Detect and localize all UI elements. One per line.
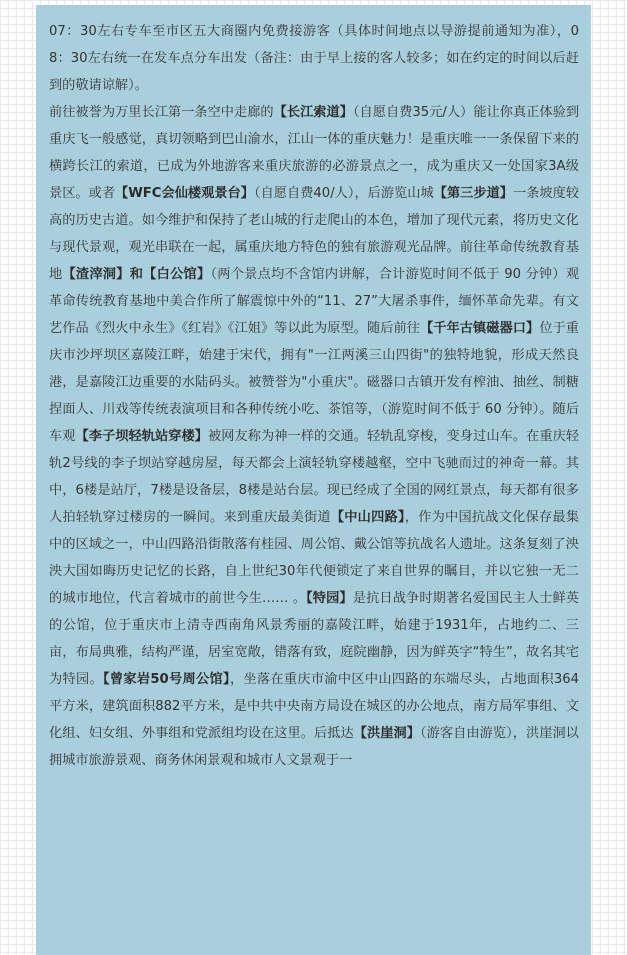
highlight-spot-zhazidong-baigongguan: 【渣滓洞】和【白公馆】: [62, 267, 211, 282]
highlight-spot-third-trail: 【第三步道】: [433, 186, 513, 201]
itinerary-paragraph-pickup: [49, 18, 579, 99]
highlight-spot-ciqikou: 【千年古镇磁器口】: [420, 321, 540, 336]
highlight-spot-wfc: 【WFC会仙楼观景台】: [115, 186, 254, 201]
highlight-spot-cableway: 【长江索道】: [273, 105, 353, 120]
itinerary-panel: [36, 5, 591, 955]
text-segment: （游客自由游览），洪崖洞以拥城市旅游景观、商务休闲景观和城市人文景观于一: [49, 726, 579, 768]
highlight-spot-zhongshan-road: 【中山四路】: [330, 510, 405, 525]
text-segment: 前往被誉为万里长江第一条空中走廊的: [49, 105, 274, 120]
text-segment: 07：30左右专车至市区五大商圈内免费接游客（具体时间地点以导游提前通知为准），08：30左右统一在发车点分车出发（备注：由于早上接的客人较多；如在约定的时间以后赶到的敬请谅解）。: [49, 24, 579, 93]
text-segment: 被网友称为神一样的交通。轻轨乱穿梭，变身过山车。在重庆轻轨2号线的李子坝站穿越房屋，每天都会上演轻轨穿楼越壑，空中飞驰而过的神奇一幕。其中，6楼是站厅，7楼是设备层，8楼是站台层。现已经成了全国的网红景点，每天都有很多人拍轻轨穿过楼房的一瞬间。来到重庆最美街道: [49, 429, 580, 525]
highlight-spot-teyuan: 【特园】: [306, 591, 353, 606]
text-segment: （自愿自费35元/人）能让你真正体验到重庆飞一般感觉，真切领略到巴山渝水，江山一体的重庆魅力！是重庆唯一一条保留下来的横跨长江的索道，已成为外地游客来重庆旅游的必游景点之一，成为重庆又一处国家3A级景区。或者: [49, 105, 580, 201]
highlight-spot-liziba: 【李子坝轻轨站穿楼】: [75, 429, 209, 444]
itinerary-paragraph-sights: [49, 99, 579, 774]
text-segment: 是抗日战争时期著名爱国民主人士鲜英的公馆，位于重庆市上清寺西南角风景秀丽的嘉陵江畔，始建于1931年，占地约二、三亩，布局典雅，结构严谨，居室宽敞，错落有致，庭院幽静，因为鲜英字“特生”，故名其宅为特园。: [49, 591, 579, 687]
text-segment: 一条坡度较高的历史古道。如今维护和保持了老山城的行走爬山的本色，增加了现代元素，将历史文化与现代景观，观光串联在一起，属重庆地方特色的独有旅游观光品牌。前往革命传统教育基地: [49, 186, 580, 282]
highlight-spot-hongyadong: 【洪崖洞】: [353, 726, 420, 741]
text-segment: ，作为中国抗战文化保存最集中的区域之一，中山四路沿街散落有桂园、周公馆、戴公馆等抗战名人遗址。这条复刻了泱泱大国如晦历史记忆的长路，自上世纪30年代便锁定了来自世界的瞩目，并以它独一无二的城市地位，代言着城市的前世今生…… 。: [49, 510, 580, 606]
text-segment: （两个景点均不含馆内讲解，合计游览时间不低于 90 分钟）观革命传统教育基地中美合作所了解震惊中外的“11、27”大屠杀事件，缅怀革命先辈。有文艺作品《烈火中永生》《红岩》《江姐》等以此为原型。随后前往: [49, 267, 580, 336]
text-segment: （自愿自费40/人），后游览山城: [253, 186, 434, 201]
text-segment: 位于重庆市沙坪坝区嘉陵江畔，始建于宋代，拥有"一江两溪三山四街"的独特地貌，形成天然良港，是嘉陵江边重要的水陆码头。被赞誉为"小重庆"。磁器口古镇开发有榨油、抽丝、制糖捏面人、川戏等传统表演项目和各种传统小吃、茶馆等，（游览时间不低于 60 分钟）。随后车观: [49, 321, 579, 444]
text-segment: ，坐落在重庆市渝中区中山四路的东端尽头，占地面积364平方米，建筑面积882平方米，是中共中央南方局设在城区的办公地点，南方局军事组、文化组、妇女组、外事组和党派组均设在这里。后抵达: [49, 672, 580, 741]
highlight-spot-zhougongguan: 【曾家岩50号周公馆】: [103, 672, 230, 687]
